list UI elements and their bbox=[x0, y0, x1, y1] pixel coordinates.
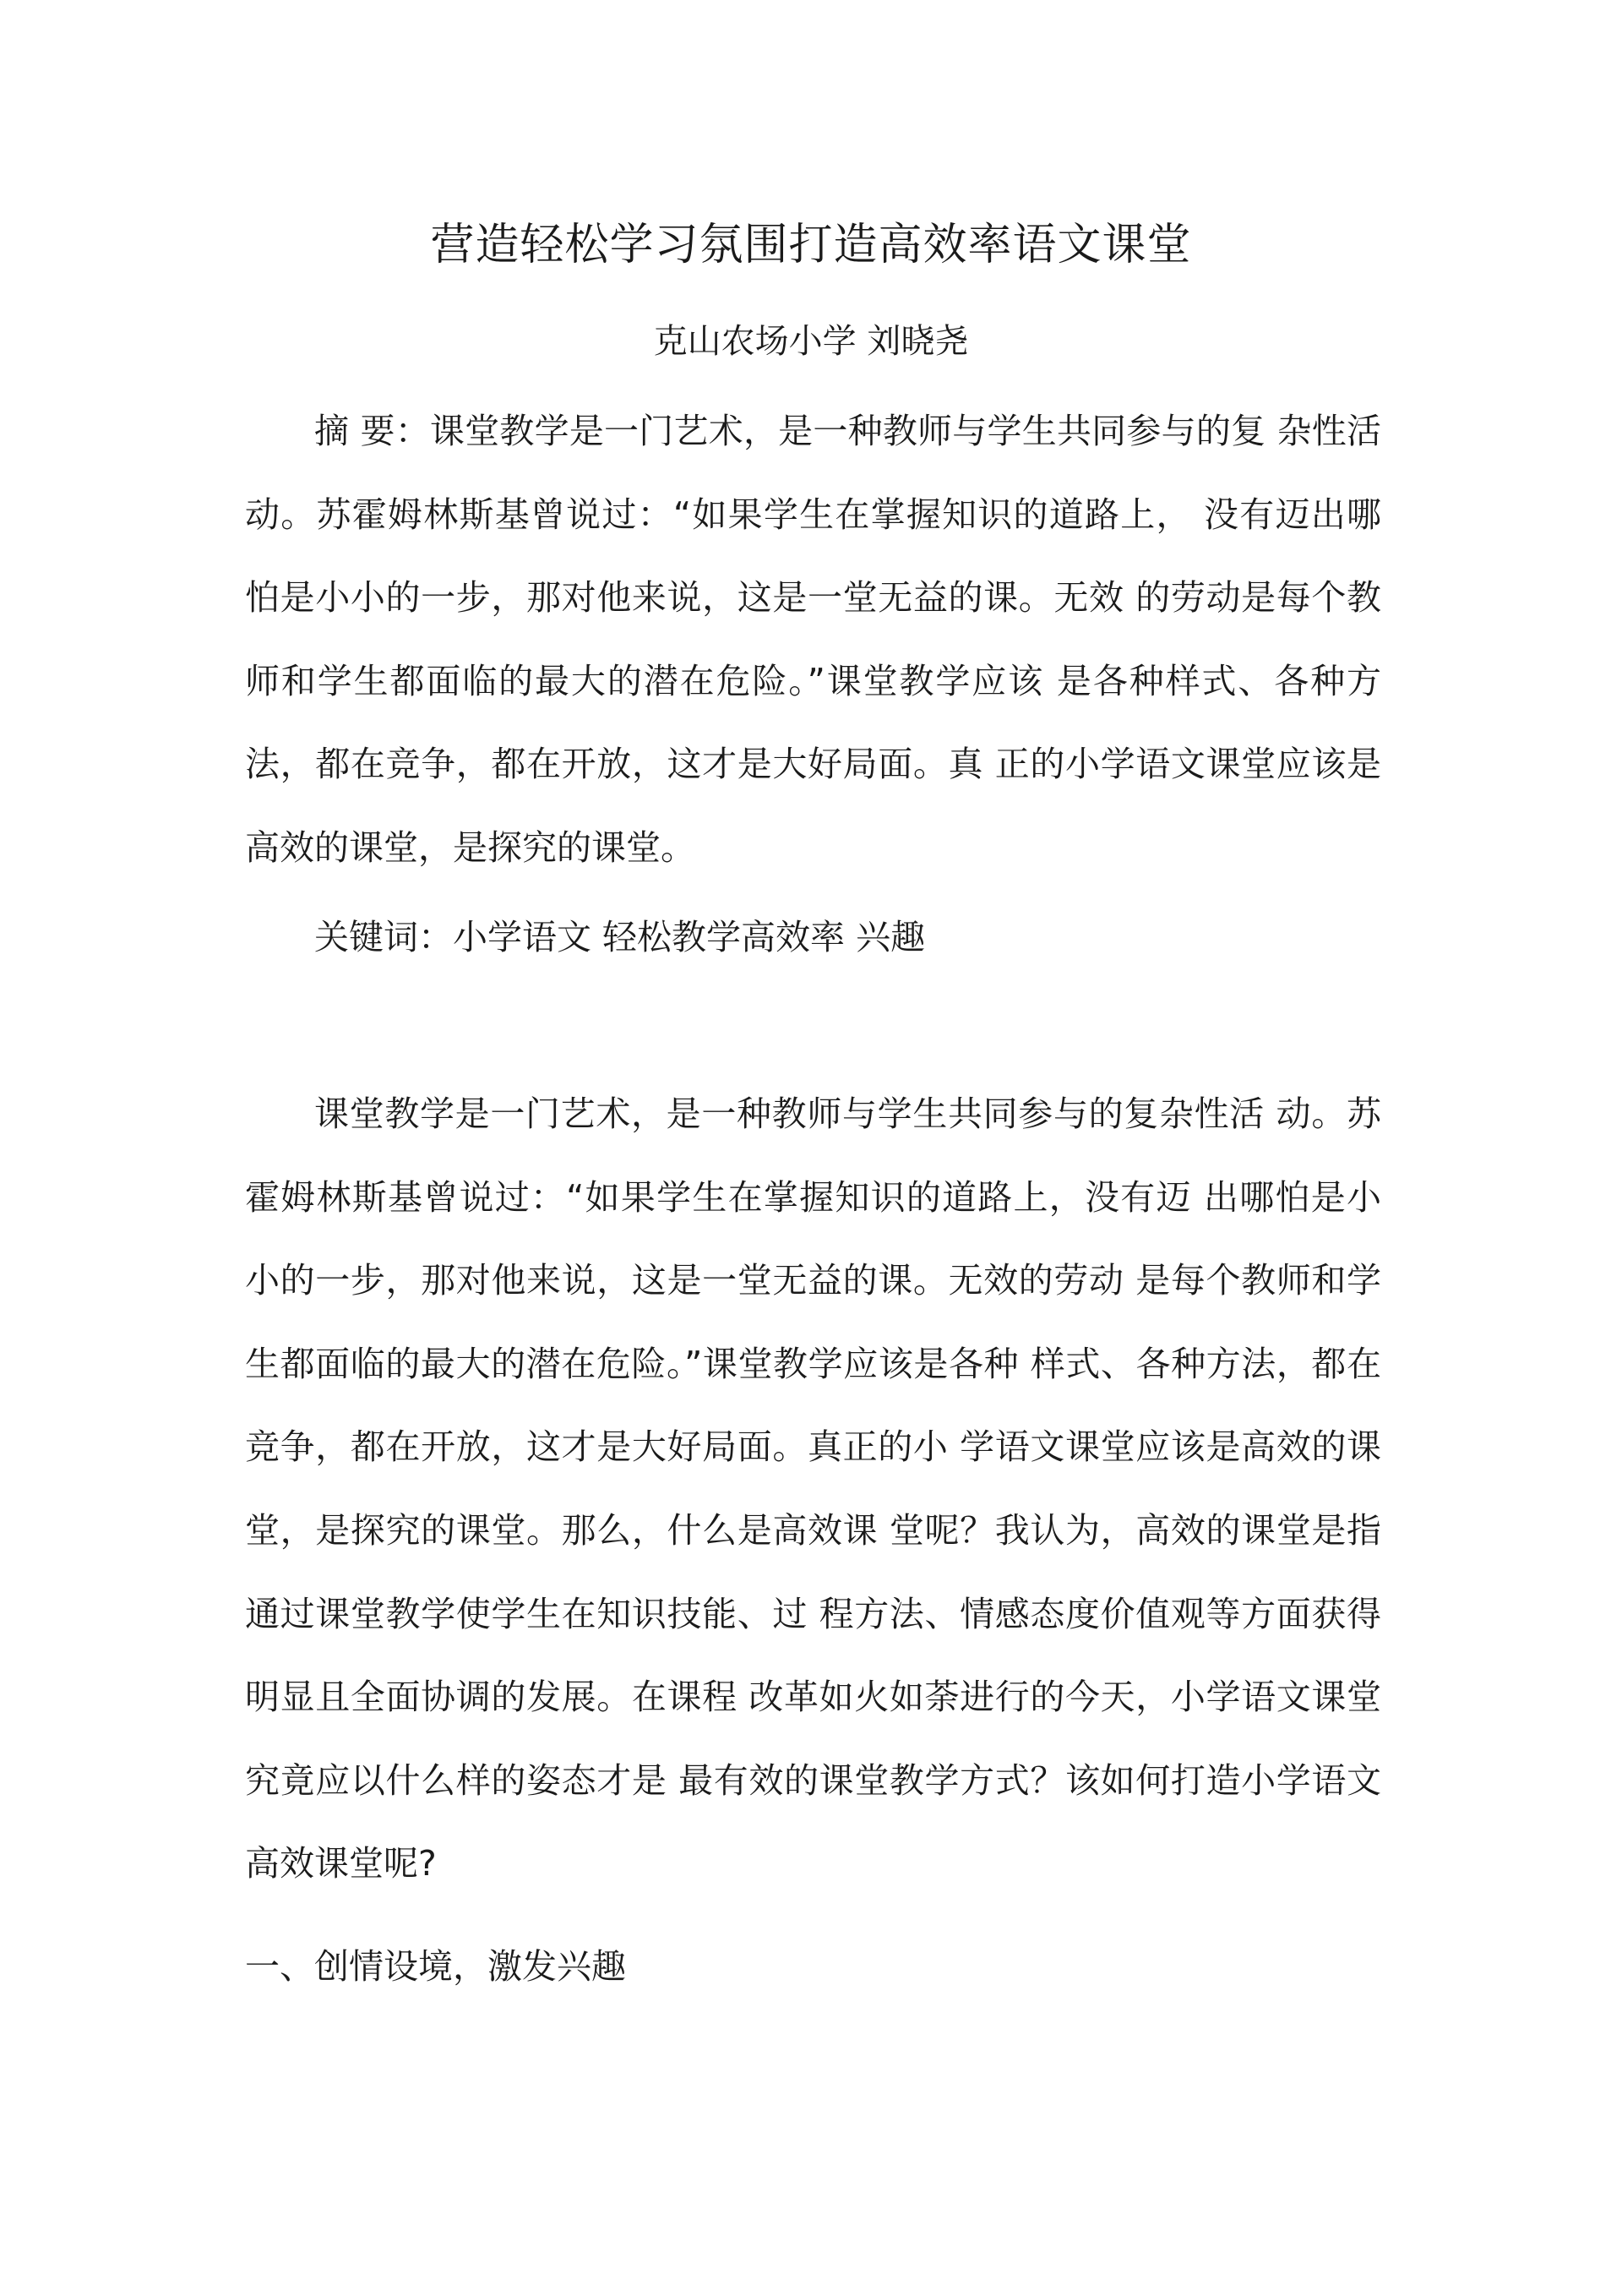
abstract-paragraph: 摘 要：课堂教学是一门艺术，是一种教师与学生共同参与的复 杂性活动。苏霍姆林斯基曾说过：“如果学生在掌握知识的道路上， 没有迈出哪怕是小小的一步，那对他来说，这是一堂无益的课。无效 的劳动是每个教师和学生都面临的最大的潜在危险。”课堂教学应该 是各种样式、各种方法，都在竞争，都在开放，这才是大好局面。真 正的小学语文课堂应该是高效的课堂，是探究的课堂。 bbox=[245, 411, 1381, 868]
section-heading: 一、创情设境，激发兴趣 bbox=[245, 1946, 626, 1987]
body-paragraph: 课堂教学是一门艺术，是一种教师与学生共同参与的复杂性活 动。苏霍姆林斯基曾说过：“如果学生在掌握知识的道路上，没有迈 出哪怕是小小的一步，那对他来说，这是一堂无益的课。无效的劳动 是每个教师和学生都面临的最大的潜在危险。”课堂教学应该是各种 样式、各种方法，都在竞争，都在开放，这才是大好局面。真正的小 学语文课堂应该是高效的课堂，是探究的课堂。那么，什么是高效课 堂呢？我认为，高效的课堂是指通过课堂教学使学生在知识技能、过 程方法、情感态度价值观等方面获得明显且全面协调的发展。在课程 改革如火如荼进行的今天，小学语文课堂究竟应以什么样的姿态才是 最有效的课堂教学方式？该如何打造小学语文高效课堂呢? bbox=[245, 1093, 1381, 1884]
document-title: 营造轻松学习氛围打造高效率语文课堂 bbox=[430, 220, 1192, 270]
keywords-line: 关键词：小学语文 轻松教学高效率 兴趣 bbox=[314, 917, 926, 957]
document-author: 克山农场小学 刘晓尧 bbox=[653, 322, 969, 361]
